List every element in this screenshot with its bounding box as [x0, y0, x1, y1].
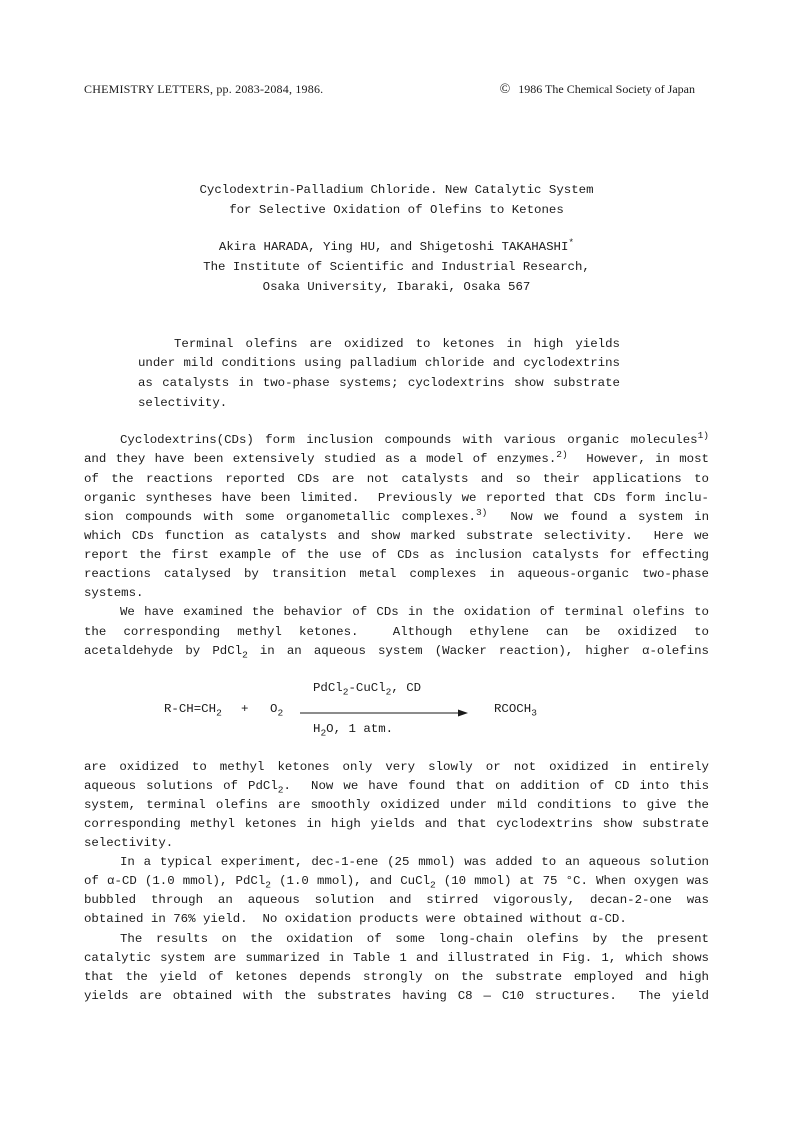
- body-line: aqueous solutions of PdCl$_2$. Now we have found that on addition of CD into this: [84, 779, 710, 796]
- body-line: reactions catalysed by transition metal complexes in aqueous-organic two-phase: [84, 567, 709, 581]
- body-line: and they have been extensively studied as a model of enzymes.$^{2)}$ However, in most: [84, 448, 709, 466]
- body-line: organic syntheses have been limited. Previously we reported that CDs form inclu-: [84, 491, 709, 505]
- citation-1: 1): [697, 429, 709, 441]
- body-line: which CDs function as catalysts and show marked substrate selectivity. Here we: [84, 529, 709, 543]
- reactant-oxygen: $O_2$: [270, 702, 284, 719]
- reactant-olefin: $R-CH=CH_2$: [164, 702, 222, 719]
- body-line: catalytic system are summarized in Table 1 and illustrated in Fig. 1, which shows: [84, 951, 709, 965]
- corresponding-star: *: [568, 236, 575, 248]
- abstract-line: under mild conditions using palladium chloride and cyclodextrins: [138, 356, 620, 370]
- body-line: report the first example of the use of CDs as inclusion catalysts for effecting: [84, 548, 709, 562]
- body-line: acetaldehyde by PdCl$_2$ in an aqueous system (Wacker reaction), higher α-olefins: [84, 644, 709, 661]
- body-line: are oxidized to methyl ketones only very slowly or not oxidized in entirely: [84, 760, 709, 774]
- plus-sign: +: [241, 702, 249, 716]
- journal-citation: CHEMISTRY LETTERS, pp. 2083-2084, 1986.: [84, 82, 324, 96]
- body-line: of the reactions reported CDs are not catalysts and so their applications to: [84, 472, 709, 486]
- title-line-1: Cyclodextrin-Palladium Chloride. New Catalytic System: [199, 183, 594, 197]
- body-line: bubbled through an aqueous solution and stirred vigorously, decan-2-one was: [84, 893, 709, 907]
- catalyst-label: PdCl$_2$-CuCl$_2$, CD: [313, 681, 422, 698]
- affiliation-line-1: The Institute of Scientific and Industrial Research,: [203, 260, 590, 274]
- affiliation-line-2: Osaka University, Ibaraki, Osaka 567: [262, 280, 531, 294]
- body-line: of α-CD (1.0 mmol), PdCl$_2$ (1.0 mmol), and CuCl$_2$ (10 mmol) at 75 °C. When oxygen was: [84, 874, 709, 891]
- copyright-notice: [500, 82, 695, 98]
- body-line: system, terminal olefins are smoothly oxidized under mild conditions to give the: [84, 798, 709, 812]
- body-line: sion compounds with some organometallic complexes.$^{3)}$ Now we found a system in: [84, 506, 709, 524]
- body-line: yields are obtained with the substrates having C8 — C10 structures. The yield: [84, 989, 709, 1003]
- body-line: systems.: [84, 586, 144, 600]
- product-ketone: $RCOCH_3$: [494, 702, 537, 719]
- body-line: We have examined the behavior of CDs in the oxidation of terminal olefins to: [120, 605, 709, 619]
- body-line: corresponding methyl ketones in high yields and that cyclodextrins show substrate: [84, 817, 709, 831]
- abstract-line: Terminal olefins are oxidized to ketones in high yields: [174, 337, 620, 351]
- copyright-text: 1986 The Chemical Society of Japan: [518, 82, 695, 96]
- author-names: Akira HARADA, Ying HU, and Shigetoshi TAKAHASHI: [218, 240, 569, 254]
- citation-2: 2): [556, 448, 568, 460]
- body-line: In a typical experiment, dec-1-ene (25 mmol) was added to an aqueous solution: [120, 855, 709, 869]
- body-line: that the yield of ketones depends strongly on the substrate employed and high: [84, 970, 709, 984]
- body-line: Cyclodextrins(CDs) form inclusion compounds with various organic molecules$^{1)}$: [120, 429, 709, 447]
- body-line: The results on the oxidation of some long-chain olefins by the present: [120, 932, 709, 946]
- abstract-line: as catalysts in two-phase systems; cyclodextrins show substrate: [138, 376, 620, 390]
- copyright-icon: ©: [499, 82, 511, 97]
- title-line-2: for Selective Oxidation of Olefins to Ketones: [229, 203, 564, 217]
- reaction-arrow-icon: [300, 708, 468, 718]
- body-line: obtained in 76% yield. No oxidation products were obtained without α-CD.: [84, 912, 627, 926]
- abstract-line: selectivity.: [138, 396, 228, 410]
- body-line: the corresponding methyl ketones. Although ethylene can be oxidized to: [84, 625, 709, 639]
- conditions-label: $H_2O$, 1 atm.: [313, 722, 394, 739]
- author-list: [0, 236, 793, 255]
- body-line: selectivity.: [84, 836, 174, 850]
- citation-3: 3): [475, 506, 488, 518]
